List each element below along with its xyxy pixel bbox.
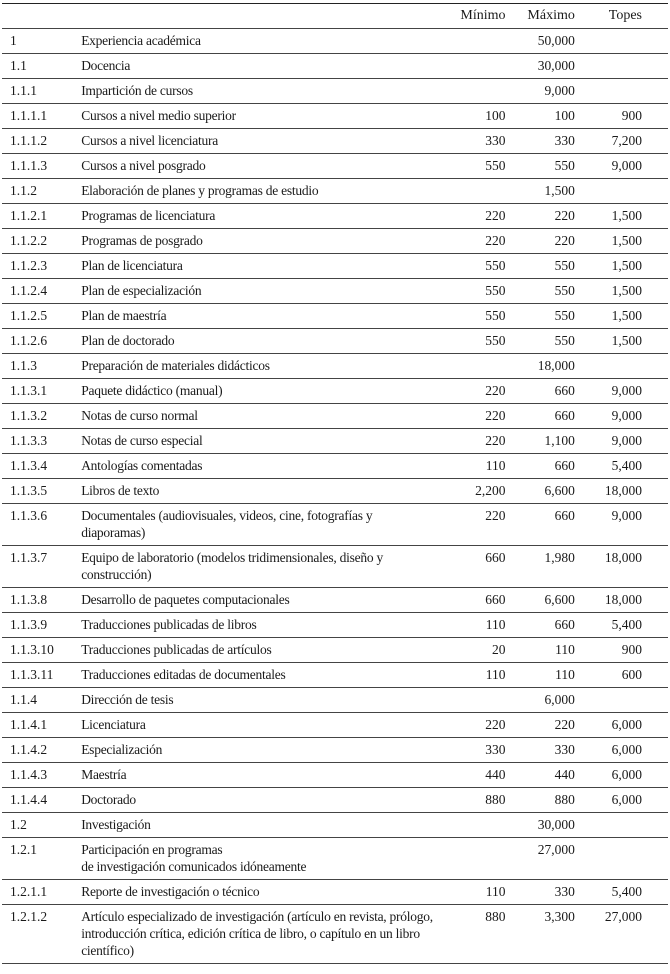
row-minimo: 440 — [453, 763, 506, 788]
row-code: 1.1.4.4 — [2, 788, 81, 813]
row-topes: 5,400 — [575, 880, 668, 905]
row-maximo: 30,000 — [506, 54, 575, 79]
row-topes: 27,000 — [575, 905, 668, 964]
row-topes: 18,000 — [575, 479, 668, 504]
row-description: Traducciones publicadas de libros — [81, 613, 453, 638]
table-row — [2, 329, 668, 354]
row-description: Especialización — [81, 738, 453, 763]
row-minimo: 220 — [453, 229, 506, 254]
row-topes: 1,500 — [575, 254, 668, 279]
row-code: 1.1.3.11 — [2, 663, 81, 688]
row-description: Experiencia académica — [81, 29, 453, 54]
row-description: Notas de curso normal — [81, 404, 453, 429]
row-topes: 5,400 — [575, 613, 668, 638]
table-row — [2, 638, 668, 663]
table-row — [2, 763, 668, 788]
row-topes — [575, 79, 668, 104]
table-row — [2, 788, 668, 813]
row-maximo: 660 — [506, 404, 575, 429]
row-minimo: 550 — [453, 329, 506, 354]
row-topes: 600 — [575, 663, 668, 688]
row-maximo: 3,300 — [506, 905, 575, 964]
row-maximo: 110 — [506, 638, 575, 663]
row-minimo — [453, 54, 506, 79]
row-topes: 9,000 — [575, 429, 668, 454]
row-topes: 5,400 — [575, 454, 668, 479]
row-description: Docencia — [81, 54, 453, 79]
row-minimo — [453, 813, 506, 838]
table-row — [2, 813, 668, 838]
row-code: 1.1.4 — [2, 688, 81, 713]
row-minimo: 880 — [453, 905, 506, 964]
row-description: Traducciones editadas de documentales — [81, 663, 453, 688]
row-description: Traducciones publicadas de artículos — [81, 638, 453, 663]
row-description: Participación en programas de investigación comunicados idóneamente — [81, 838, 453, 880]
row-code: 1.1.1.2 — [2, 129, 81, 154]
table-row — [2, 304, 668, 329]
row-description: Maestría — [81, 763, 453, 788]
row-description: Impartición de cursos — [81, 79, 453, 104]
row-topes — [575, 29, 668, 54]
row-topes — [575, 838, 668, 880]
row-maximo: 220 — [506, 713, 575, 738]
row-minimo — [453, 688, 506, 713]
row-minimo — [453, 179, 506, 204]
row-minimo: 550 — [453, 254, 506, 279]
row-description: Cursos a nivel licenciatura — [81, 129, 453, 154]
table-row — [2, 154, 668, 179]
row-code: 1.2 — [2, 813, 81, 838]
row-code: 1.1.3.4 — [2, 454, 81, 479]
row-maximo: 220 — [506, 229, 575, 254]
row-minimo: 220 — [453, 504, 506, 546]
row-description: Doctorado — [81, 788, 453, 813]
table-row — [2, 29, 668, 54]
row-minimo: 330 — [453, 129, 506, 154]
row-code: 1.1.3.2 — [2, 404, 81, 429]
header-minimo: Mínimo — [453, 4, 506, 29]
row-maximo: 440 — [506, 763, 575, 788]
row-code: 1.1.3.5 — [2, 479, 81, 504]
row-code: 1.1.3.8 — [2, 588, 81, 613]
row-minimo — [453, 354, 506, 379]
row-description: Cursos a nivel medio superior — [81, 104, 453, 129]
row-maximo: 660 — [506, 454, 575, 479]
table-row — [2, 713, 668, 738]
header-row — [2, 4, 668, 29]
row-code: 1.1.2.5 — [2, 304, 81, 329]
row-maximo: 550 — [506, 279, 575, 304]
row-description: Dirección de tesis — [81, 688, 453, 713]
row-minimo: 550 — [453, 279, 506, 304]
row-description: Plan de licenciatura — [81, 254, 453, 279]
row-minimo: 220 — [453, 404, 506, 429]
row-maximo: 50,000 — [506, 29, 575, 54]
table-row — [2, 79, 668, 104]
row-topes: 9,000 — [575, 379, 668, 404]
row-topes: 6,000 — [575, 788, 668, 813]
row-minimo: 220 — [453, 204, 506, 229]
row-minimo: 100 — [453, 104, 506, 129]
row-code: 1.1.2.6 — [2, 329, 81, 354]
row-description: Investigación — [81, 813, 453, 838]
table-row — [2, 663, 668, 688]
row-topes: 6,000 — [575, 738, 668, 763]
row-maximo: 660 — [506, 504, 575, 546]
points-table — [2, 3, 668, 964]
row-topes: 900 — [575, 104, 668, 129]
row-minimo — [453, 838, 506, 880]
row-maximo: 1,100 — [506, 429, 575, 454]
row-maximo: 1,500 — [506, 179, 575, 204]
row-code: 1.1.2.3 — [2, 254, 81, 279]
row-maximo: 880 — [506, 788, 575, 813]
row-code: 1.1.3.1 — [2, 379, 81, 404]
row-topes: 7,200 — [575, 129, 668, 154]
row-maximo: 330 — [506, 129, 575, 154]
row-minimo: 660 — [453, 546, 506, 588]
header-maximo: Máximo — [506, 4, 575, 29]
header-code — [2, 4, 81, 29]
table-row — [2, 404, 668, 429]
row-code: 1.1.3.7 — [2, 546, 81, 588]
row-description: Equipo de laboratorio (modelos tridimensionales, diseño y construcción) — [81, 546, 453, 588]
row-topes: 1,500 — [575, 204, 668, 229]
table-row — [2, 129, 668, 154]
row-minimo — [453, 79, 506, 104]
row-minimo: 2,200 — [453, 479, 506, 504]
row-code: 1.2.1 — [2, 838, 81, 880]
table-row — [2, 204, 668, 229]
row-code: 1.1.2.1 — [2, 204, 81, 229]
table-row — [2, 254, 668, 279]
table-row — [2, 688, 668, 713]
row-code: 1.2.1.2 — [2, 905, 81, 964]
table-row — [2, 454, 668, 479]
row-description: Antologías comentadas — [81, 454, 453, 479]
row-maximo: 330 — [506, 880, 575, 905]
row-topes: 1,500 — [575, 229, 668, 254]
row-minimo: 220 — [453, 379, 506, 404]
row-description: Notas de curso especial — [81, 429, 453, 454]
row-description: Elaboración de planes y programas de estudio — [81, 179, 453, 204]
table-row — [2, 179, 668, 204]
table-row — [2, 838, 668, 880]
row-code: 1.1.3.9 — [2, 613, 81, 638]
row-code: 1.1.1.3 — [2, 154, 81, 179]
row-code: 1.1.4.2 — [2, 738, 81, 763]
row-maximo: 550 — [506, 304, 575, 329]
table-row — [2, 479, 668, 504]
row-description: Programas de licenciatura — [81, 204, 453, 229]
table-row — [2, 379, 668, 404]
row-description: Licenciatura — [81, 713, 453, 738]
row-description: Paquete didáctico (manual) — [81, 379, 453, 404]
table-row — [2, 104, 668, 129]
row-maximo: 9,000 — [506, 79, 575, 104]
row-topes — [575, 354, 668, 379]
row-description: Programas de posgrado — [81, 229, 453, 254]
row-code: 1.1.4.1 — [2, 713, 81, 738]
row-description: Reporte de investigación o técnico — [81, 880, 453, 905]
row-minimo: 660 — [453, 588, 506, 613]
row-maximo: 550 — [506, 254, 575, 279]
row-description: Plan de doctorado — [81, 329, 453, 354]
row-minimo: 550 — [453, 154, 506, 179]
row-minimo: 20 — [453, 638, 506, 663]
row-description: Preparación de materiales didácticos — [81, 354, 453, 379]
row-maximo: 110 — [506, 663, 575, 688]
row-description: Documentales (audiovisuales, videos, cine, fotografías y diaporamas) — [81, 504, 453, 546]
row-topes: 9,000 — [575, 154, 668, 179]
row-code: 1 — [2, 29, 81, 54]
row-minimo: 880 — [453, 788, 506, 813]
row-maximo: 6,000 — [506, 688, 575, 713]
row-description: Artículo especializado de investigación (artículo en revista, prólogo, introducción crítica, edición crítica de libro, o capítulo en un libro científico) — [81, 905, 453, 964]
table-row — [2, 429, 668, 454]
row-code: 1.1.1 — [2, 79, 81, 104]
row-maximo: 550 — [506, 154, 575, 179]
row-code: 1.1.4.3 — [2, 763, 81, 788]
row-code: 1.2.1.1 — [2, 880, 81, 905]
row-topes: 18,000 — [575, 546, 668, 588]
row-maximo: 30,000 — [506, 813, 575, 838]
row-maximo: 6,600 — [506, 588, 575, 613]
row-maximo: 660 — [506, 379, 575, 404]
row-code: 1.1.2 — [2, 179, 81, 204]
row-maximo: 1,980 — [506, 546, 575, 588]
row-description: Desarrollo de paquetes computacionales — [81, 588, 453, 613]
row-description: Libros de texto — [81, 479, 453, 504]
row-topes: 9,000 — [575, 504, 668, 546]
row-code: 1.1.1.1 — [2, 104, 81, 129]
table-row — [2, 354, 668, 379]
row-topes: 1,500 — [575, 329, 668, 354]
table-row — [2, 504, 668, 546]
row-minimo: 220 — [453, 713, 506, 738]
row-topes: 1,500 — [575, 304, 668, 329]
row-code: 1.1 — [2, 54, 81, 79]
table-row — [2, 905, 668, 964]
table-row — [2, 279, 668, 304]
row-minimo: 110 — [453, 663, 506, 688]
row-minimo — [453, 29, 506, 54]
row-maximo: 27,000 — [506, 838, 575, 880]
row-topes: 9,000 — [575, 404, 668, 429]
row-topes: 1,500 — [575, 279, 668, 304]
table-row — [2, 54, 668, 79]
row-maximo: 18,000 — [506, 354, 575, 379]
table-row — [2, 738, 668, 763]
row-maximo: 100 — [506, 104, 575, 129]
row-minimo: 550 — [453, 304, 506, 329]
row-description: Plan de maestría — [81, 304, 453, 329]
row-maximo: 550 — [506, 329, 575, 354]
row-code: 1.1.3 — [2, 354, 81, 379]
row-minimo: 110 — [453, 613, 506, 638]
row-topes: 6,000 — [575, 713, 668, 738]
row-description: Cursos a nivel posgrado — [81, 154, 453, 179]
row-topes: 18,000 — [575, 588, 668, 613]
table-row — [2, 546, 668, 588]
row-minimo: 220 — [453, 429, 506, 454]
row-topes — [575, 688, 668, 713]
header-desc — [81, 4, 453, 29]
table-row — [2, 229, 668, 254]
row-topes — [575, 813, 668, 838]
table-row — [2, 613, 668, 638]
table-row — [2, 880, 668, 905]
row-topes — [575, 179, 668, 204]
row-description: Plan de especialización — [81, 279, 453, 304]
row-code: 1.1.3.3 — [2, 429, 81, 454]
row-maximo: 220 — [506, 204, 575, 229]
row-minimo: 330 — [453, 738, 506, 763]
table-row — [2, 588, 668, 613]
row-code: 1.1.2.4 — [2, 279, 81, 304]
row-code: 1.1.2.2 — [2, 229, 81, 254]
header-topes: Topes — [575, 4, 668, 29]
row-code: 1.1.3.10 — [2, 638, 81, 663]
row-topes: 900 — [575, 638, 668, 663]
row-maximo: 6,600 — [506, 479, 575, 504]
row-code: 1.1.3.6 — [2, 504, 81, 546]
row-minimo: 110 — [453, 454, 506, 479]
row-maximo: 330 — [506, 738, 575, 763]
row-maximo: 660 — [506, 613, 575, 638]
row-topes — [575, 54, 668, 79]
row-topes: 6,000 — [575, 763, 668, 788]
row-minimo: 110 — [453, 880, 506, 905]
